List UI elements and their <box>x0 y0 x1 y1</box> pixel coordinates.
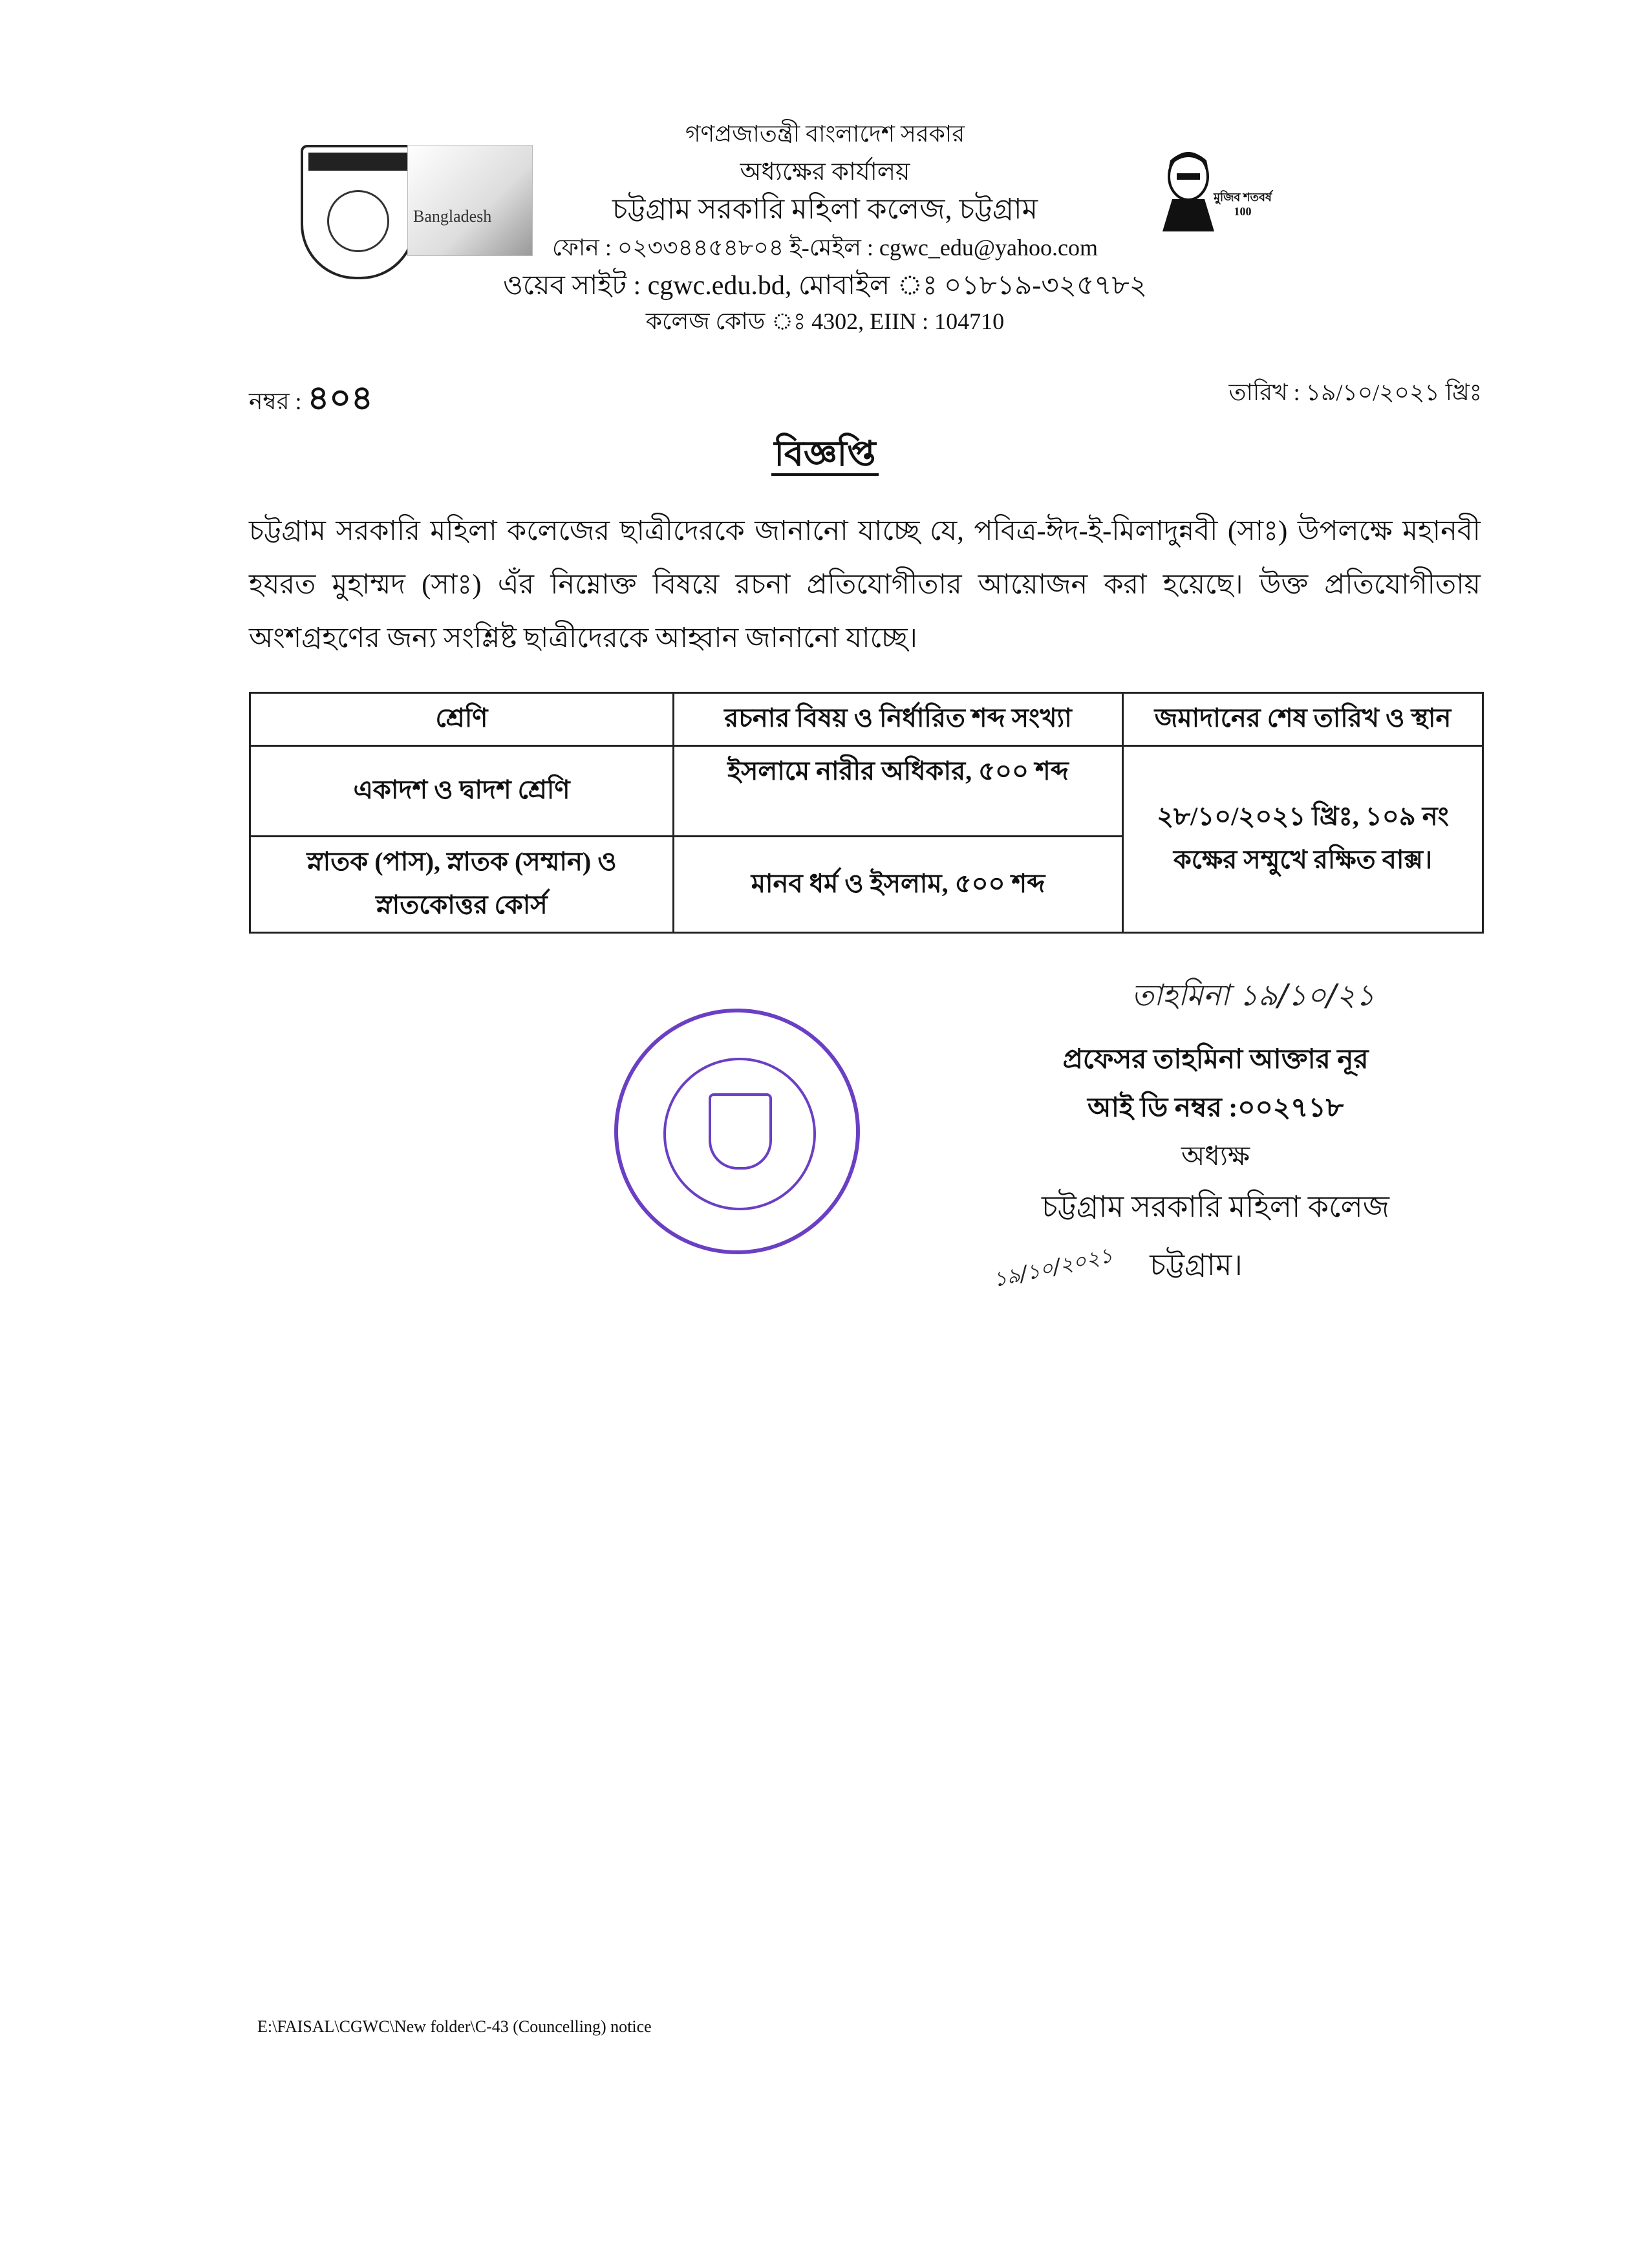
handwritten-initial: ১৯/১০/২০২১ <box>991 1242 1115 1292</box>
title-text: বিজ্ঞপ্তি <box>771 434 878 476</box>
header-govt: গণপ্রজাতন্ত্রী বাংলাদেশ সরকার <box>685 121 965 147</box>
badge-text: Bangladesh <box>413 207 492 226</box>
memo-number <box>249 372 373 428</box>
class-cell: একাদশ ও দ্বাদশ শ্রেণি <box>250 746 674 837</box>
signatory-designation: অধ্যক্ষ <box>1181 1142 1250 1171</box>
number-label: নম্বর : <box>249 389 302 414</box>
signatory-city: চট্টগ্রাম। <box>1150 1248 1243 1281</box>
header-office: অধ্যক্ষের কার্যালয় <box>740 158 910 186</box>
class-cell: স্নাতক (পাস), স্নাতক (সম্মান) ও স্নাতকোত্তর কোর্স <box>250 837 674 933</box>
header-contact: ফোন : ০২৩৩৪৪৫৪৮০৪ ই-মেইল : cgwc_edu@yahoo.com <box>552 235 1098 261</box>
table-header-row <box>250 693 1483 746</box>
handwritten-signature: তাহমিনা ১৯/১০/২১ <box>1131 978 1375 1012</box>
table-row <box>250 746 1483 837</box>
topic-cell: ইসলামে নারীর অধিকার, ৫০০ শব্দ <box>674 746 1123 837</box>
col-header: রচনার বিষয় ও নির্ধারিত শব্দ সংখ্যা <box>674 693 1123 746</box>
header-college: চট্টগ্রাম সরকারি মহিলা কলেজ, চট্টগ্রাম <box>612 193 1038 225</box>
col-header: শ্রেণি <box>250 693 674 746</box>
memo-date: তারিখ : ১৯/১০/২০২১ খ্রিঃ <box>1228 380 1482 405</box>
file-path-footer: E:\FAISAL\CGWC\New folder\C-43 (Councelling) notice <box>257 2017 652 2036</box>
signatory-id: আই ডি নম্বর :০০২৭১৮ <box>1088 1093 1344 1123</box>
col-header: জমাদানের শেষ তারিখ ও স্থান <box>1123 693 1483 746</box>
notice-body: চট্টগ্রাম সরকারি মহিলা কলেজের ছাত্রীদেরকে জানানো যাচ্ছে যে, পবিত্র-ঈদ-ই-মিলাদুন্নবী (সাঃ) উপলক্ষে মহানবী হযরত মুহাম্মদ (সাঃ) এঁর নিম্নোক্ত বিষয়ে রচনা প্রতিযোগীতার আয়োজন করা হয়েছে। উক্ত প্রতিযোগীতায় অংশগ্রহণের জন্য সংশ্লিষ্ট ছাত্রীদেরকে আহ্বান জানানো যাচ্ছে। <box>249 516 1481 654</box>
deadline-cell: ২৮/১০/২০২১ খ্রিঃ, ১০৯ নং কক্ষের সম্মুখে রক্ষিত বাক্স। <box>1123 746 1483 933</box>
portrait-logo-text: মুজিব শতবর্ষ 100 <box>1214 191 1272 218</box>
college-seal-stamp <box>614 1009 860 1254</box>
topic-cell: মানব ধর্ম ও ইসলাম, ৫০০ শব্দ <box>674 837 1123 933</box>
competition-table <box>249 692 1484 934</box>
signatory-college: চট্টগ্রাম সরকারি মহিলা কলেজ <box>1042 1190 1389 1223</box>
number-value: ৪০৪ <box>307 380 373 417</box>
signatory-name: প্রফেসর তাহমিনা আক্তার নূর <box>1062 1045 1369 1075</box>
notice-title <box>0 427 1650 485</box>
header-website: ওয়েব সাইট : cgwc.edu.bd, মোবাইল ঃ ০১৮১৯-৩২৫৭৮২ <box>502 271 1148 301</box>
header-code: কলেজ কোড ঃ 4302, EIIN : 104710 <box>645 308 1005 334</box>
